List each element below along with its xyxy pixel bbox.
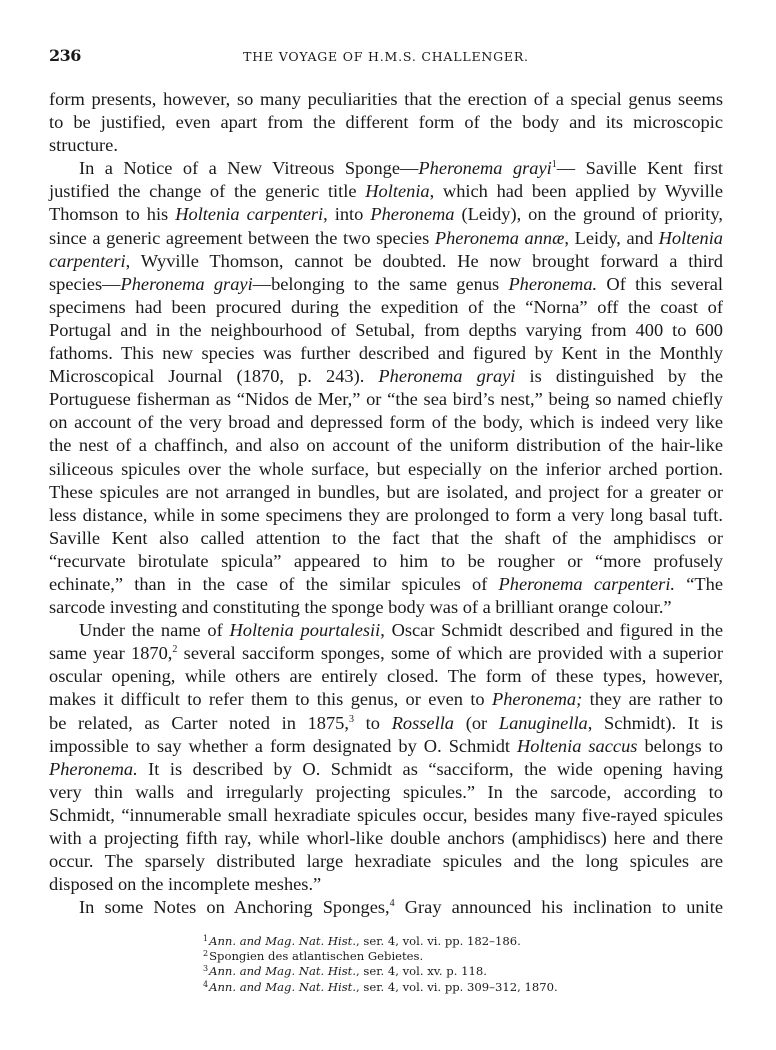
text-run: fathoms. This new species was further described and figured by Kent in the Monthly <box>49 343 723 364</box>
text-run: Portugal and in the neighbourhood of Setubal, from depths varying from 400 to 600 <box>49 319 723 340</box>
text-run: , Wyville Thomson, cannot be doubted. He now brought forward a third <box>125 250 723 271</box>
italic-term: Pheronema grayi <box>120 273 253 294</box>
text-line <box>49 850 723 873</box>
journal-title: Ann. and Mag. Nat. Hist. <box>209 934 357 948</box>
text-line <box>49 388 723 411</box>
footnotes <box>203 934 623 995</box>
text-run: Portuguese fisherman as “Nidos de Mer,” or “the sea bird’s nest,” being so named chiefly <box>49 389 723 410</box>
text-run: occur. The sparsely distributed large hexradiate spicules and the long spicules are <box>49 851 723 872</box>
text-run: with a projecting fifth ray, while whorl-like double anchors (amphidiscs) here and there <box>49 828 723 848</box>
text-run: impossible to say whether a form designated by O. Schmidt <box>49 735 518 756</box>
text-run: , into <box>323 204 371 225</box>
italic-term: Holtenia <box>365 181 430 202</box>
text-line <box>49 619 723 642</box>
text-line <box>49 873 723 896</box>
text-run: (Leidy), on the ground of priority, <box>454 204 723 225</box>
text-line <box>49 250 723 273</box>
running-head <box>49 46 723 68</box>
italic-term: Holtenia pourtalesii <box>229 620 381 641</box>
text-line <box>49 758 723 781</box>
text-run: These spicules are not arranged in bundles, but are isolated, and project for a greater or <box>49 481 723 502</box>
text-run: form presents, however, so many peculiarities that the erection of a special genus seems <box>49 89 723 109</box>
citation-text: , ser. 4, vol. vi. pp. 309–312, 1870. <box>356 979 558 994</box>
body-text <box>49 88 723 919</box>
text-run: siliceous spicules over the whole surface, but especially on the inferior arched portion. <box>49 458 723 479</box>
text-run: to be justified, even apart from the different form of the body and its microscopic <box>49 112 723 133</box>
text-line <box>49 227 723 250</box>
citation-text: Spongien des atlantischen Gebietes. <box>209 949 424 964</box>
text-line <box>49 665 723 688</box>
footnote-ref: 1 <box>551 159 557 171</box>
text-run: oscular opening, while others are entirely closed. The form of these types, however, <box>49 666 723 687</box>
text-run: very thin walls and irregularly projecting spicules.” In the sarcode, according to <box>49 781 723 802</box>
text-run: specimens had been procured during the expedition of the “Norna” off the coast of <box>49 296 723 317</box>
text-line <box>49 896 723 919</box>
text-line <box>49 111 723 134</box>
footnote <box>203 949 623 964</box>
footnote-ref: 4 <box>389 898 395 910</box>
text-line <box>49 434 723 457</box>
footnote-number: 2 <box>203 949 209 959</box>
text-run: since a generic agreement between the two species <box>49 227 435 248</box>
italic-term: Lanuginella <box>498 712 588 733</box>
footnote-ref: 3 <box>348 713 354 725</box>
text-line <box>49 642 723 665</box>
text-run: , Schmidt). It is <box>587 712 723 733</box>
italic-term: carpenteri <box>49 250 126 271</box>
footnote-ref: 2 <box>172 644 178 656</box>
text-line <box>49 504 723 527</box>
text-run: (or <box>454 712 499 733</box>
italic-term: Holtenia saccus <box>517 735 638 756</box>
text-line <box>49 203 723 226</box>
citation-text: , ser. 4, vol. xv. p. 118. <box>356 964 487 979</box>
text-line <box>49 365 723 388</box>
text-run: “The <box>675 573 723 594</box>
text-run: , which had been applied by Wyville <box>429 181 723 202</box>
text-line <box>49 527 723 550</box>
text-run: belongs to <box>637 735 723 756</box>
text-run: “recurvate birotulate spicula” appeared to him to be rougher or “more profusely <box>49 550 723 571</box>
text-line <box>49 342 723 365</box>
text-run: species— <box>49 273 121 294</box>
italic-term: Rossella <box>391 712 455 733</box>
text-run: Microscopical Journal (1870, p. 243). <box>49 366 379 387</box>
footnote <box>203 934 623 949</box>
text-line <box>49 573 723 596</box>
journal-title: Ann. and Mag. Nat. Hist. <box>209 979 357 994</box>
footnote <box>203 964 623 979</box>
italic-term: Holtenia carpenteri <box>175 204 324 225</box>
text-line <box>49 411 723 434</box>
text-run: In some Notes on Anchoring Sponges, <box>79 897 390 918</box>
text-run: makes it difficult to refer them to this genus, or even to <box>49 689 492 710</box>
footnote-number: 1 <box>203 934 209 943</box>
text-run: they are rather to <box>582 689 723 710</box>
text-line <box>49 781 723 804</box>
citation-text: , ser. 4, vol. vi. pp. 182–186. <box>356 934 521 948</box>
journal-title: Ann. and Mag. Nat. Hist. <box>209 964 357 979</box>
italic-term: Pheronema grayi <box>418 158 552 179</box>
text-line <box>49 180 723 203</box>
text-line <box>49 319 723 342</box>
text-run: It is described by O. Schmidt as “sacciform, the wide opening having <box>137 758 723 779</box>
footnote-number: 3 <box>203 964 209 974</box>
italic-term: Pheronema. <box>508 273 598 294</box>
text-line <box>49 712 723 735</box>
italic-term: Pheronema. <box>49 758 138 779</box>
running-title: THE VOYAGE OF H.M.S. CHALLENGER. <box>243 49 529 64</box>
text-line <box>49 88 723 111</box>
italic-term: Pheronema grayi <box>378 366 516 387</box>
italic-term: Holtenia <box>658 227 723 248</box>
text-run: , Oscar Schmidt described and figured in the <box>380 620 723 641</box>
text-run: Under the name of <box>79 620 230 641</box>
italic-term: Pheronema carpenteri. <box>498 573 676 594</box>
text-line <box>49 735 723 758</box>
text-run: several sacciform sponges, some of which are provided with a superior <box>177 643 723 664</box>
text-line <box>49 296 723 319</box>
text-run: Of this several <box>597 273 723 294</box>
footnote-number: 4 <box>203 979 209 989</box>
text-line <box>49 273 723 296</box>
text-run: is distinguished by the <box>515 366 723 387</box>
text-line <box>49 596 723 619</box>
text-run: justified the change of the generic title <box>49 181 366 202</box>
italic-term: Pheronema annæ <box>434 227 565 248</box>
page-number: 236 <box>49 46 81 65</box>
text-run: Gray announced his inclination to unite <box>394 897 723 918</box>
text-run: Saville Kent also called attention to the fact that the shaft of the amphidiscs or <box>49 527 723 548</box>
text-run: be related, as Carter noted in 1875, <box>49 712 349 733</box>
text-run: In a Notice of a New Vitreous Sponge— <box>79 158 419 179</box>
italic-term: Pheronema; <box>492 689 583 710</box>
text-line <box>49 458 723 481</box>
text-line <box>49 804 723 827</box>
text-line <box>49 134 723 157</box>
text-run: disposed on the incomplete meshes.” <box>49 874 322 895</box>
text-line <box>49 481 723 504</box>
footnote <box>203 980 623 995</box>
text-run: less distance, while in some specimens they are prolonged to form a very long basal tuft. <box>49 504 723 525</box>
italic-term: Pheronema <box>370 204 455 225</box>
text-line <box>49 157 723 180</box>
text-run: to <box>353 712 392 733</box>
text-run: on account of the very broad and depressed form of the body, which is indeed very like <box>49 412 723 433</box>
text-run: same year 1870, <box>49 643 173 664</box>
text-line <box>49 688 723 711</box>
text-run: , Leidy, and <box>564 227 659 248</box>
text-run: — Saville Kent first <box>556 158 724 179</box>
text-line <box>49 827 723 850</box>
text-run: structure. <box>49 135 118 156</box>
text-run: Thomson to his <box>49 204 176 225</box>
text-run: —belonging to the same genus <box>252 273 509 294</box>
text-run: echinate,” than in the case of the similar spicules of <box>49 573 499 594</box>
text-line <box>49 550 723 573</box>
text-run: Schmidt, “innumerable small hexradiate spicules occur, besides many five-rayed spicules <box>49 804 723 825</box>
text-run: sarcode investing and constituting the sponge body was of a brilliant orange colour.” <box>49 597 672 618</box>
text-run: the nest of a chaffinch, and also on account of the uniform distribution of the hair-like <box>49 435 723 456</box>
